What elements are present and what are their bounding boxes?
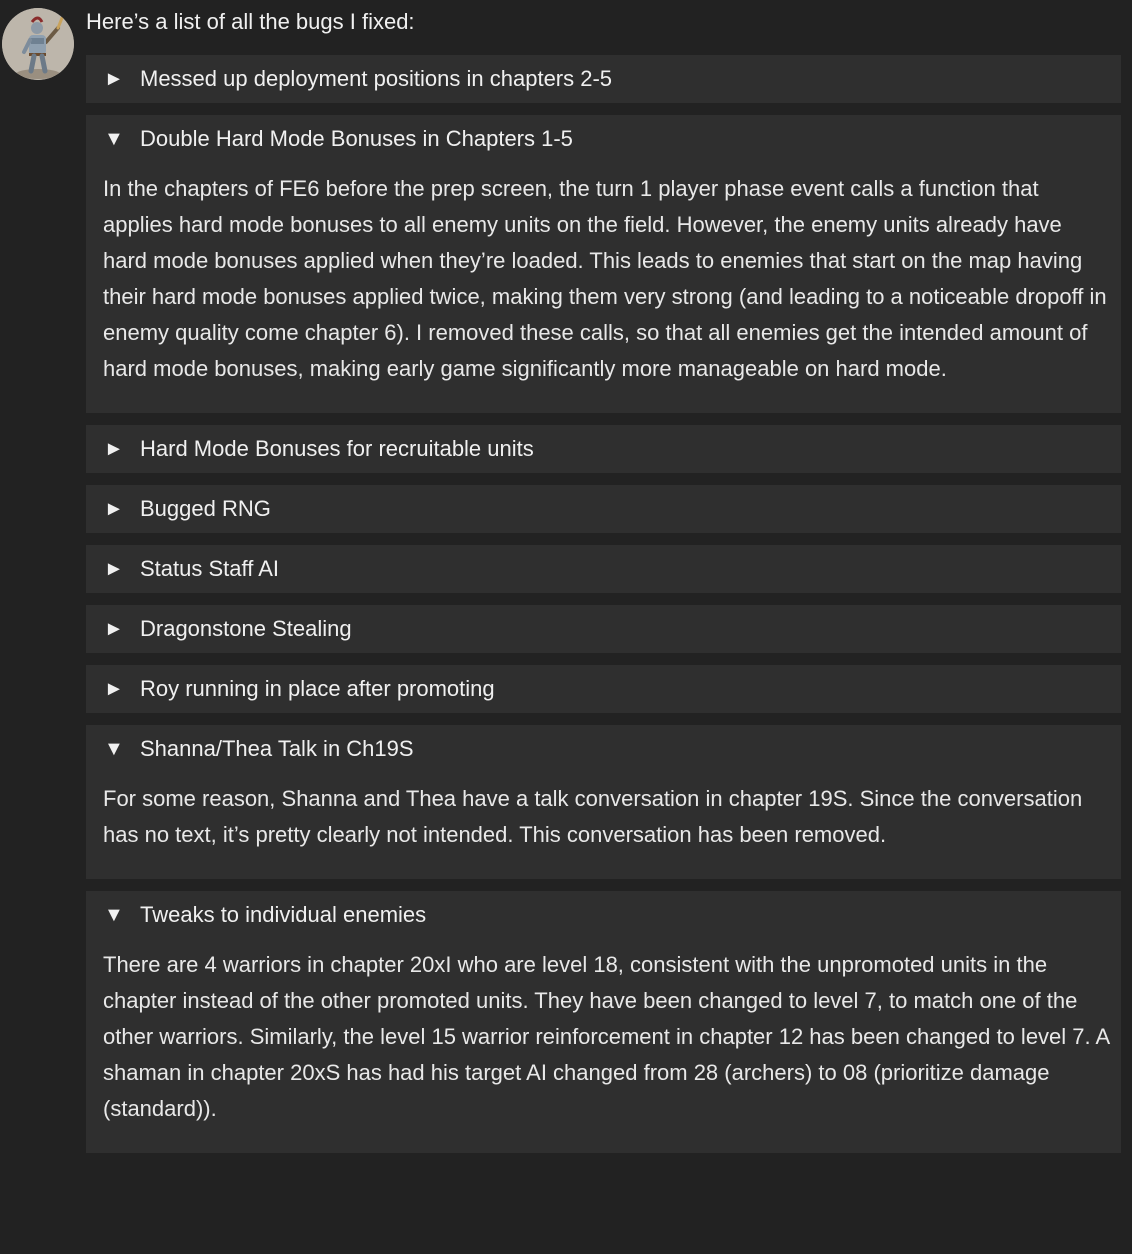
collapsed-arrow-icon: ►: [104, 437, 124, 460]
message-content: [86, 0, 1121, 1165]
intro-text: Here’s a list of all the bugs I fixed:: [86, 9, 415, 34]
collapsed-arrow-icon: ►: [104, 677, 124, 700]
details-summary[interactable]: [86, 665, 1121, 713]
details-block: [86, 115, 1121, 413]
details-body: For some reason, Shanna and Thea have a talk conversation in chapter 19S. Since the conversation has no text, it’s pretty clearly not intended. This conversation has been removed.: [103, 786, 1083, 847]
details-block: [86, 891, 1121, 1153]
details-block: [86, 425, 1121, 473]
details-block: [86, 485, 1121, 533]
details-summary[interactable]: [86, 891, 1121, 939]
details-body: In the chapters of FE6 before the prep screen, the turn 1 player phase event calls a function that applies hard mode bonuses to all enemy units on the field. However, the enemy units already have hard mode bonuses applied when they’re loaded. This leads to enemies that start on the map having their hard mode bonuses applied twice, making them very strong (and leading to a noticeable dropoff in enemy quality come chapter 6). I removed these calls, so that all enemies get the intended amount of hard mode bonuses, making early game significantly more manageable on hard mode.: [103, 176, 1107, 381]
details-summary[interactable]: [86, 485, 1121, 533]
details-title: Messed up deployment positions in chapters 2-5: [140, 66, 613, 91]
details-summary[interactable]: [86, 605, 1121, 653]
knight-avatar-icon: [2, 8, 74, 80]
details-title: Bugged RNG: [140, 496, 271, 521]
collapsed-arrow-icon: ►: [104, 617, 124, 640]
details-summary[interactable]: [86, 725, 1121, 773]
expanded-arrow-icon: ▼: [104, 903, 124, 926]
details-body: There are 4 warriors in chapter 20xI who are level 18, consistent with the unpromoted units in the chapter instead of the other promoted units. They have been changed to level 7, to match one of the other warriors. Similarly, the level 15 warrior reinforcement in chapter 12 has been changed to level 7. A shaman in chapter 20xS has had his target AI changed from 28 (archers) to 08 (prioritize damage (standard)).: [103, 952, 1109, 1121]
details-block: [86, 545, 1121, 593]
expanded-arrow-icon: ▼: [104, 737, 124, 760]
details-title: Hard Mode Bonuses for recruitable units: [140, 436, 534, 461]
collapsed-arrow-icon: ►: [104, 497, 124, 520]
details-block: [86, 725, 1121, 879]
avatar[interactable]: [2, 8, 74, 80]
collapsed-arrow-icon: ►: [104, 67, 124, 90]
details-summary[interactable]: [86, 115, 1121, 163]
details-block: [86, 55, 1121, 103]
details-block: [86, 665, 1121, 713]
collapsed-arrow-icon: ►: [104, 557, 124, 580]
details-title: Tweaks to individual enemies: [140, 902, 427, 927]
details-summary[interactable]: [86, 425, 1121, 473]
expanded-arrow-icon: ▼: [104, 127, 124, 150]
details-block: [86, 605, 1121, 653]
details-summary[interactable]: [86, 55, 1121, 103]
details-summary[interactable]: [86, 545, 1121, 593]
details-title: Dragonstone Stealing: [140, 616, 352, 641]
details-title: Roy running in place after promoting: [140, 676, 495, 701]
details-title: Shanna/Thea Talk in Ch19S: [140, 736, 414, 761]
details-title: Status Staff AI: [140, 556, 280, 581]
details-title: Double Hard Mode Bonuses in Chapters 1-5: [140, 126, 573, 151]
